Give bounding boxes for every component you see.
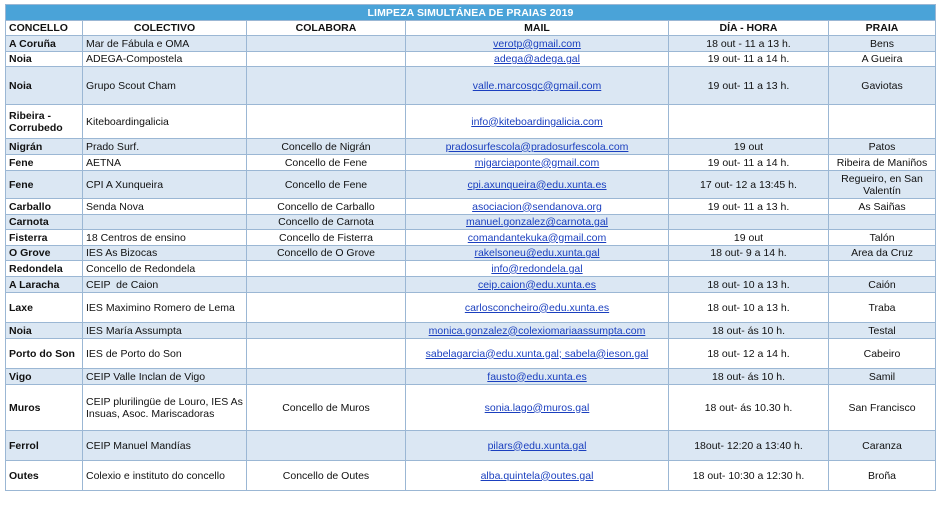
cell-mail (406, 215, 669, 230)
cell-colabora: Concello de Outes (247, 461, 406, 491)
mail-link[interactable]: asociacion@sendanova.org (472, 200, 602, 213)
header-praia: PRAIA (829, 21, 936, 36)
cell-colabora: Concello de O Grove (247, 246, 406, 261)
cell-colabora (247, 67, 406, 105)
table-row (6, 215, 936, 230)
cell-colectivo: AETNA (83, 155, 247, 171)
cell-praia: Caranza (829, 431, 936, 461)
cell-concello: Fene (6, 171, 83, 199)
cell-concello: Fene (6, 155, 83, 171)
cell-colectivo: Colexio e instituto do concello (83, 461, 247, 491)
cell-mail (406, 385, 669, 431)
cell-praia (829, 105, 936, 139)
cell-mail (406, 52, 669, 67)
cell-mail (406, 261, 669, 277)
cell-concello: Noia (6, 52, 83, 67)
cell-dia-hora: 18 out- 10 a 13 h. (669, 293, 829, 323)
cell-mail (406, 246, 669, 261)
cell-praia (829, 215, 936, 230)
cell-praia: Talón (829, 230, 936, 246)
cell-dia-hora: 19 out- 11 a 14 h. (669, 155, 829, 171)
cell-colectivo: ADEGA-Compostela (83, 52, 247, 67)
cell-colectivo: Grupo Scout Cham (83, 67, 247, 105)
cell-concello: Muros (6, 385, 83, 431)
cell-mail (406, 369, 669, 385)
cell-dia-hora: 18 out- 10 a 13 h. (669, 277, 829, 293)
beach-cleanup-table (5, 4, 936, 491)
table-row (6, 230, 936, 246)
cell-dia-hora (669, 215, 829, 230)
table-row (6, 431, 936, 461)
cell-colectivo (83, 215, 247, 230)
mail-link[interactable]: adega@adega.gal (494, 53, 580, 65)
cell-dia-hora (669, 105, 829, 139)
cell-concello: Laxe (6, 293, 83, 323)
cell-praia: Ribeira de Maniños (829, 155, 936, 171)
cell-colabora (247, 261, 406, 277)
cell-mail (406, 431, 669, 461)
cell-dia-hora: 18 out- ás 10.30 h. (669, 385, 829, 431)
cell-praia: Bens (829, 36, 936, 52)
table-row (6, 339, 936, 369)
cell-colectivo: Concello de Redondela (83, 261, 247, 277)
header-mail: MAIL (406, 21, 669, 36)
mail-link[interactable]: manuel.gonzalez@carnota.gal (466, 216, 608, 228)
cell-dia-hora: 18 out- ás 10 h. (669, 369, 829, 385)
cell-concello: Noia (6, 323, 83, 339)
table-row (6, 105, 936, 139)
cell-colabora (247, 323, 406, 339)
mail-link[interactable]: verotp@gmail.com (493, 37, 581, 50)
mail-link[interactable]: info@redondela.gal (491, 262, 583, 275)
cell-colabora (247, 339, 406, 369)
table-row (6, 199, 936, 215)
cell-concello: Nigrán (6, 139, 83, 155)
cell-mail (406, 293, 669, 323)
cell-colectivo: Mar de Fábula e OMA (83, 36, 247, 52)
cell-colabora: Concello de Carballo (247, 199, 406, 215)
mail-link[interactable]: info@kiteboardingalicia.com (471, 115, 603, 128)
cell-praia: Cabeiro (829, 339, 936, 369)
cell-mail (406, 105, 669, 139)
table-body (6, 36, 936, 491)
cell-colectivo: IES As Bizocas (83, 246, 247, 261)
beach-cleanup-table-container (5, 4, 935, 491)
cell-colectivo: Senda Nova (83, 199, 247, 215)
cell-praia: Patos (829, 139, 936, 155)
table-row (6, 385, 936, 431)
cell-concello: Carnota (6, 215, 83, 230)
cell-dia-hora: 18 out - 11 a 13 h. (669, 36, 829, 52)
mail-link[interactable]: pilars@edu.xunta.gal (487, 439, 587, 452)
cell-colabora: Concello de Fisterra (247, 230, 406, 246)
table-title: LIMPEZA SIMULTÁNEA DE PRAIAS 2019 (6, 5, 936, 21)
cell-colectivo: IES Maximino Romero de Lema (83, 293, 247, 323)
cell-colabora (247, 277, 406, 293)
cell-mail (406, 461, 669, 491)
cell-praia: Gaviotas (829, 67, 936, 105)
mail-link[interactable]: monica.gonzalez@colexiomariaassumpta.com (428, 324, 646, 337)
cell-colectivo: IES María Assumpta (83, 323, 247, 339)
mail-link[interactable]: mjgarciaponte@gmail.com (474, 156, 600, 169)
cell-praia: Traba (829, 293, 936, 323)
cell-colectivo: CEIP Valle Inclan de Vigo (83, 369, 247, 385)
header-dia-hora: DÍA - HORA (669, 21, 829, 36)
cell-praia (829, 261, 936, 277)
cell-dia-hora: 18 out- 10:30 a 12:30 h. (669, 461, 829, 491)
cell-dia-hora: 17 out- 12 a 13:45 h. (669, 171, 829, 199)
cell-dia-hora (669, 261, 829, 277)
cell-concello: A Laracha (6, 277, 83, 293)
table-row (6, 52, 936, 67)
cell-colabora: Concello de Muros (247, 385, 406, 431)
cell-mail (406, 277, 669, 293)
mail-link[interactable]: fausto@edu.xunta.es (487, 370, 587, 383)
mail-link[interactable]: carlosconcheiro@edu.xunta.es (464, 301, 610, 314)
cell-dia-hora: 18 out- 12 a 14 h. (669, 339, 829, 369)
cell-colabora (247, 293, 406, 323)
cell-colectivo: CEIP plurilingüe de Louro, IES As Insuas, Asoc. Mariscadoras (83, 385, 247, 431)
table-row (6, 261, 936, 277)
cell-dia-hora: 18 out- ás 10 h. (669, 323, 829, 339)
cell-concello: Porto do Son (6, 339, 83, 369)
cell-praia: Broña (829, 461, 936, 491)
table-row (6, 67, 936, 105)
cell-mail (406, 199, 669, 215)
cell-dia-hora: 19 out (669, 230, 829, 246)
cell-colabora (247, 36, 406, 52)
table-row (6, 293, 936, 323)
cell-dia-hora: 18 out- 9 a 14 h. (669, 246, 829, 261)
cell-concello: Redondela (6, 261, 83, 277)
cell-dia-hora: 18out- 12:20 a 13:40 h. (669, 431, 829, 461)
cell-concello: Vigo (6, 369, 83, 385)
cell-praia: Caión (829, 277, 936, 293)
header-colabora: COLABORA (247, 21, 406, 36)
mail-link[interactable]: alba.quintela@outes.gal (480, 469, 594, 482)
cell-colabora (247, 369, 406, 385)
cell-dia-hora: 19 out- 11 a 14 h. (669, 52, 829, 67)
table-row (6, 246, 936, 261)
cell-praia: Samil (829, 369, 936, 385)
cell-dia-hora: 19 out (669, 139, 829, 155)
cell-colectivo: CEIP de Caion (83, 277, 247, 293)
cell-mail (406, 230, 669, 246)
cell-mail (406, 323, 669, 339)
cell-colectivo: IES de Porto do Son (83, 339, 247, 369)
cell-colabora (247, 52, 406, 67)
mail-link[interactable]: valle.marcosgc@gmail.com (472, 79, 602, 92)
table-row (6, 139, 936, 155)
cell-concello: Outes (6, 461, 83, 491)
mail-link[interactable]: comandantekuka@gmail.com (467, 231, 607, 244)
cell-praia: Regueiro, en San Valentín (829, 171, 936, 199)
cell-mail (406, 67, 669, 105)
cell-colectivo: CEIP Manuel Mandías (83, 431, 247, 461)
cell-praia: A Gueira (829, 52, 936, 67)
mail-link[interactable]: cpi.axunqueira@edu.xunta.es (467, 178, 607, 191)
cell-mail (406, 339, 669, 369)
mail-link[interactable]: rakelsoneu@edu.xunta.gal (474, 247, 600, 259)
cell-concello: Ferrol (6, 431, 83, 461)
table-row (6, 369, 936, 385)
cell-colectivo: Prado Surf. (83, 139, 247, 155)
cell-dia-hora: 19 out- 11 a 13 h. (669, 67, 829, 105)
table-row (6, 171, 936, 199)
cell-colabora: Concello de Carnota (247, 215, 406, 230)
cell-mail (406, 139, 669, 155)
cell-colectivo: Kiteboardingalicia (83, 105, 247, 139)
header-colectivo: COLECTIVO (83, 21, 247, 36)
cell-concello: A Coruña (6, 36, 83, 52)
cell-colabora: Concello de Nigrán (247, 139, 406, 155)
table-row (6, 36, 936, 52)
cell-colectivo: CPI A Xunqueira (83, 171, 247, 199)
mail-link[interactable]: ceip.caion@edu.xunta.es (477, 278, 597, 291)
cell-dia-hora: 19 out- 11 a 13 h. (669, 199, 829, 215)
header-concello: CONCELLO (6, 21, 83, 36)
cell-colectivo: 18 Centros de ensino (83, 230, 247, 246)
cell-praia: Testal (829, 323, 936, 339)
cell-mail (406, 155, 669, 171)
cell-concello: Ribeira - Corrubedo (6, 105, 83, 139)
cell-praia: As Saiñas (829, 199, 936, 215)
table-row (6, 277, 936, 293)
cell-concello: Fisterra (6, 230, 83, 246)
cell-praia: San Francisco (829, 385, 936, 431)
cell-colabora: Concello de Fene (247, 155, 406, 171)
cell-concello: Carballo (6, 199, 83, 215)
cell-praia: Area da Cruz (829, 246, 936, 261)
cell-colabora: Concello de Fene (247, 171, 406, 199)
mail-link[interactable]: sonia.lago@muros.gal (484, 401, 590, 414)
cell-concello: Noia (6, 67, 83, 105)
table-row (6, 323, 936, 339)
cell-colabora (247, 431, 406, 461)
mail-link[interactable]: pradosurfescola@pradosurfescola.com (445, 140, 629, 153)
mail-link[interactable]: sabelagarcia@edu.xunta.gal; sabela@ieson.gal (425, 347, 649, 360)
cell-mail (406, 171, 669, 199)
cell-mail (406, 36, 669, 52)
cell-colabora (247, 105, 406, 139)
table-row (6, 461, 936, 491)
table-row (6, 155, 936, 171)
cell-concello: O Grove (6, 246, 83, 261)
